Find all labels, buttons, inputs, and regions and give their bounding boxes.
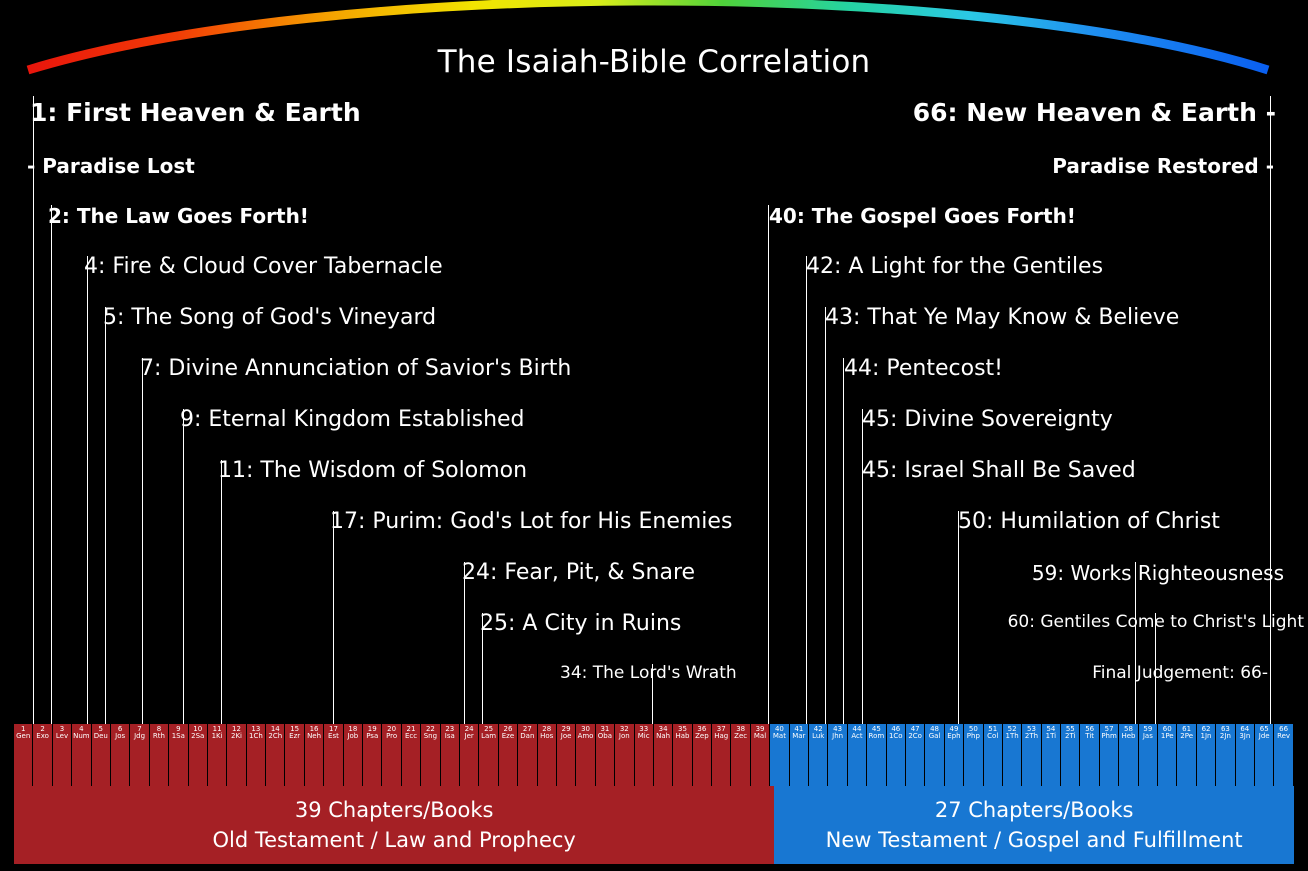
- book-number: 19: [367, 725, 377, 733]
- book-cell[interactable]: [693, 724, 712, 786]
- book-abbreviation: 2Sa: [191, 732, 205, 740]
- book-number: 10: [193, 725, 203, 733]
- book-abbreviation: Luk: [812, 732, 825, 740]
- book-abbreviation: Oba: [597, 732, 613, 740]
- book-cell[interactable]: [828, 724, 847, 786]
- book-abbreviation: 1Sa: [171, 732, 185, 740]
- book-abbreviation: Gen: [16, 732, 31, 740]
- book-number: 56: [1085, 725, 1095, 733]
- book-abbreviation: Mal: [753, 732, 767, 740]
- book-cell[interactable]: [1274, 724, 1293, 786]
- book-abbreviation: Phm: [1101, 732, 1117, 740]
- book-cell[interactable]: [53, 724, 72, 786]
- book-number: 38: [736, 725, 746, 733]
- book-abbreviation: Job: [347, 732, 359, 740]
- book-number: 9: [176, 725, 181, 733]
- book-abbreviation: Rev: [1277, 732, 1291, 740]
- book-number: 16: [309, 725, 319, 733]
- book-abbreviation: 2Ti: [1065, 732, 1076, 740]
- book-abbreviation: Eph: [947, 732, 961, 740]
- label-left-34: 34: The Lord's Wrath: [560, 663, 737, 683]
- label-left-5: 5: The Song of God's Vineyard: [103, 305, 437, 330]
- book-cell[interactable]: [421, 724, 440, 786]
- label-left-1: 1: First Heaven & Earth: [30, 98, 361, 127]
- book-cell[interactable]: [596, 724, 615, 786]
- leader-line-left-5: [105, 307, 106, 736]
- book-cell[interactable]: [72, 724, 91, 786]
- leader-line-right-42: [806, 256, 807, 736]
- book-number: 50: [968, 725, 978, 733]
- leader-line-left-9: [183, 409, 184, 736]
- label-right-para: Paradise Restored -: [1052, 154, 1274, 178]
- book-cell[interactable]: [1139, 724, 1158, 786]
- new-testament-bar: [774, 786, 1294, 864]
- book-number: 18: [348, 725, 358, 733]
- label-right-45b: 45: Israel Shall Be Saved: [862, 458, 1136, 483]
- book-number: 27: [522, 725, 532, 733]
- book-cell[interactable]: [712, 724, 731, 786]
- book-number: 28: [542, 725, 552, 733]
- page-title: The Isaiah-Bible Correlation: [437, 44, 871, 80]
- book-cell[interactable]: [615, 724, 634, 786]
- label-left-9: 9: Eternal Kingdom Established: [180, 407, 525, 432]
- book-cell[interactable]: [402, 724, 421, 786]
- book-cell[interactable]: [208, 724, 227, 786]
- book-abbreviation: Neh: [307, 732, 322, 740]
- book-number: 52: [1007, 725, 1017, 733]
- book-number: 32: [619, 725, 629, 733]
- book-cell[interactable]: [576, 724, 595, 786]
- book-number: 59: [1143, 725, 1153, 733]
- label-right-66: 66: New Heaven & Earth -: [912, 98, 1276, 127]
- book-cell[interactable]: [809, 724, 828, 786]
- book-abbreviation: 1Th: [1005, 732, 1019, 740]
- book-abbreviation: Num: [73, 732, 90, 740]
- book-abbreviation: Col: [987, 732, 999, 740]
- leader-line-right-43: [825, 307, 826, 736]
- book-number: 7: [137, 725, 142, 733]
- book-cell[interactable]: [363, 724, 382, 786]
- book-cell[interactable]: [14, 724, 33, 786]
- book-cell[interactable]: [285, 724, 304, 786]
- book-number: 35: [678, 725, 687, 733]
- book-cell[interactable]: [867, 724, 886, 786]
- book-number: 11: [212, 725, 222, 733]
- leader-line-left-24: [464, 562, 465, 736]
- label-left-11: 11: The Wisdom of Solomon: [218, 458, 528, 483]
- book-number: 60: [1162, 725, 1172, 733]
- book-cell[interactable]: [557, 724, 576, 786]
- book-abbreviation: Zec: [734, 732, 748, 740]
- book-number: 45: [871, 725, 881, 733]
- book-cell[interactable]: [441, 724, 460, 786]
- label-left-25: 25: A City in Ruins: [480, 611, 682, 636]
- label-right-final: Final Judgement: 66-: [1092, 663, 1268, 683]
- book-number: 14: [270, 725, 280, 733]
- book-number: 44: [852, 725, 862, 733]
- book-number: 57: [1104, 725, 1114, 733]
- book-cell[interactable]: [169, 724, 188, 786]
- book-abbreviation: 1Ch: [248, 732, 263, 740]
- leader-line-left-4: [87, 256, 88, 736]
- bible-books-strip: [14, 724, 1294, 786]
- book-cell[interactable]: [1119, 724, 1138, 786]
- ot-count-label: 39 Chapters/Books: [294, 798, 494, 822]
- book-number: 33: [639, 725, 649, 733]
- leader-line-left-2: [51, 205, 52, 736]
- book-number: 40: [774, 725, 784, 733]
- leader-line-right-44: [843, 358, 844, 736]
- book-abbreviation: 2Jn: [1219, 732, 1231, 740]
- book-abbreviation: 1Pe: [1160, 732, 1174, 740]
- book-abbreviation: Nah: [656, 732, 671, 740]
- label-left-2: - Paradise Lost: [27, 154, 195, 178]
- book-abbreviation: Lam: [481, 732, 497, 740]
- label-right-43: 43: That Ye May Know & Believe: [825, 305, 1180, 330]
- book-abbreviation: Tit: [1085, 732, 1095, 740]
- book-cell[interactable]: [770, 724, 789, 786]
- book-cell[interactable]: [945, 724, 964, 786]
- book-number: 46: [891, 725, 901, 733]
- label-left-17: 17: Purim: God's Lot for His Enemies: [330, 509, 733, 534]
- book-abbreviation: 1Co: [888, 732, 903, 740]
- book-cell[interactable]: [150, 724, 169, 786]
- book-abbreviation: Gal: [928, 732, 941, 740]
- book-abbreviation: Jer: [464, 732, 474, 740]
- book-cell[interactable]: [518, 724, 537, 786]
- label-right-40: 40: The Gospel Goes Forth!: [769, 204, 1076, 228]
- book-cell[interactable]: [1216, 724, 1235, 786]
- book-number: 8: [156, 725, 162, 733]
- book-number: 49: [949, 725, 959, 733]
- book-abbreviation: Jhn: [832, 732, 844, 740]
- book-number: 43: [833, 725, 843, 733]
- label-right-50: 50: Humilation of Christ: [958, 509, 1220, 534]
- book-cell[interactable]: [227, 724, 246, 786]
- book-number: 26: [503, 725, 513, 733]
- book-cell[interactable]: [324, 724, 343, 786]
- book-abbreviation: Act: [851, 732, 863, 740]
- leader-line-left-11: [221, 460, 222, 736]
- book-abbreviation: 1Jn: [1200, 732, 1212, 740]
- book-cell[interactable]: [673, 724, 692, 786]
- book-number: 24: [464, 725, 474, 733]
- book-cell[interactable]: [305, 724, 324, 786]
- label-right-44: 44: Pentecost!: [844, 356, 1003, 381]
- book-cell[interactable]: [460, 724, 479, 786]
- old-testament-bar: [14, 786, 774, 864]
- book-cell[interactable]: [247, 724, 266, 786]
- testament-summary-bars: [14, 786, 1294, 864]
- book-number: 34: [658, 725, 668, 733]
- book-cell[interactable]: [964, 724, 983, 786]
- label-left-4: 4: Fire & Cloud Cover Tabernacle: [84, 254, 443, 279]
- book-cell[interactable]: [906, 724, 925, 786]
- book-abbreviation: Php: [966, 732, 980, 740]
- book-number: 62: [1201, 725, 1211, 733]
- book-abbreviation: Deu: [93, 732, 108, 740]
- book-number: 64: [1240, 725, 1250, 733]
- book-cell[interactable]: [92, 724, 111, 786]
- book-cell[interactable]: [984, 724, 1003, 786]
- book-abbreviation: Psa: [366, 732, 379, 740]
- book-abbreviation: Ezr: [289, 732, 301, 740]
- label-left-7: 7: Divine Annunciation of Savior's Birth: [140, 356, 572, 381]
- book-number: 21: [406, 725, 416, 733]
- book-number: 54: [1046, 725, 1056, 733]
- book-cell[interactable]: [790, 724, 809, 786]
- book-cell[interactable]: [1080, 724, 1099, 786]
- book-cell[interactable]: [731, 724, 750, 786]
- book-abbreviation: Jdg: [134, 732, 146, 740]
- book-abbreviation: Est: [328, 732, 339, 740]
- label-right-42: 42: A Light for the Gentiles: [806, 254, 1104, 279]
- book-cell[interactable]: [1236, 724, 1255, 786]
- book-abbreviation: Jde: [1258, 732, 1270, 740]
- book-abbreviation: Ecc: [404, 732, 418, 740]
- book-abbreviation: Joe: [560, 732, 572, 740]
- book-abbreviation: Hab: [675, 732, 690, 740]
- book-number: 23: [445, 725, 455, 733]
- book-abbreviation: Hos: [540, 732, 554, 740]
- book-abbreviation: Jos: [115, 732, 126, 740]
- book-cell[interactable]: [189, 724, 208, 786]
- book-abbreviation: Hag: [714, 732, 729, 740]
- label-right-60: 60: Gentiles Come to Christ's Light: [1007, 612, 1304, 632]
- book-abbreviation: Rom: [868, 732, 885, 740]
- book-cell[interactable]: [887, 724, 906, 786]
- leader-line-right-40: [768, 205, 769, 736]
- label-right-59: 59: Works Righteousness: [1031, 561, 1284, 585]
- book-cell[interactable]: [1042, 724, 1061, 786]
- book-number: 29: [561, 725, 571, 733]
- book-number: 5: [98, 725, 103, 733]
- book-cell[interactable]: [344, 724, 363, 786]
- book-cell[interactable]: [479, 724, 498, 786]
- book-number: 65: [1259, 725, 1269, 733]
- book-number: 36: [697, 725, 707, 733]
- book-number: 6: [117, 725, 123, 733]
- book-abbreviation: 1Ki: [211, 732, 223, 740]
- book-abbreviation: Eze: [501, 732, 515, 740]
- book-abbreviation: Mat: [772, 732, 786, 740]
- book-abbreviation: Sng: [423, 732, 438, 740]
- book-number: 63: [1220, 725, 1230, 733]
- book-abbreviation: Rth: [152, 732, 165, 740]
- book-cell[interactable]: [538, 724, 557, 786]
- book-number: 22: [425, 725, 435, 733]
- book-number: 37: [716, 725, 726, 733]
- book-cell[interactable]: [266, 724, 285, 786]
- book-number: 47: [910, 725, 920, 733]
- book-abbreviation: 2Ch: [268, 732, 283, 740]
- book-number: 31: [600, 725, 610, 733]
- nt-count-label: 27 Chapters/Books: [934, 798, 1134, 822]
- leader-line-left-17: [333, 511, 334, 736]
- label-left-24: 24: Fear, Pit, & Snare: [462, 560, 696, 585]
- book-cell[interactable]: [1003, 724, 1022, 786]
- book-number: 53: [1027, 725, 1036, 733]
- book-abbreviation: 2Pe: [1180, 732, 1193, 740]
- book-cell[interactable]: [751, 724, 770, 786]
- book-cell[interactable]: [499, 724, 518, 786]
- leader-line-left-1: [33, 96, 34, 736]
- book-cell[interactable]: [848, 724, 867, 786]
- book-number: 58: [1124, 725, 1133, 733]
- book-number: 1: [20, 725, 26, 733]
- book-cell[interactable]: [925, 724, 944, 786]
- book-cell[interactable]: [130, 724, 149, 786]
- book-number: 42: [813, 725, 823, 733]
- book-abbreviation: Jon: [618, 732, 630, 740]
- book-abbreviation: Exo: [36, 732, 49, 740]
- book-number: 41: [794, 725, 804, 733]
- book-number: 20: [387, 725, 397, 733]
- book-abbreviation: Mar: [792, 732, 806, 740]
- leader-line-left-7: [142, 358, 143, 736]
- book-abbreviation: Pro: [386, 732, 398, 740]
- book-cell[interactable]: [1100, 724, 1119, 786]
- leader-line-right-59: [1135, 562, 1136, 736]
- book-abbreviation: Lev: [55, 732, 69, 740]
- book-number: 48: [930, 725, 940, 733]
- book-cell[interactable]: [382, 724, 401, 786]
- book-abbreviation: 1Ti: [1045, 732, 1057, 740]
- book-cell[interactable]: [33, 724, 52, 786]
- book-abbreviation: 2Th: [1024, 732, 1039, 740]
- book-abbreviation: Dan: [520, 732, 535, 740]
- nt-caption-label: New Testament / Gospel and Fulfillment: [825, 828, 1243, 852]
- book-number: 66: [1279, 725, 1289, 733]
- book-cell[interactable]: [654, 724, 673, 786]
- book-number: 3: [59, 725, 65, 733]
- book-number: 13: [251, 725, 261, 733]
- book-cell[interactable]: [1177, 724, 1196, 786]
- book-number: 2: [40, 725, 45, 733]
- book-cell[interactable]: [1061, 724, 1080, 786]
- leader-line-right-50: [958, 511, 959, 736]
- book-abbreviation: 3Jn: [1239, 732, 1251, 740]
- leader-line-right-66: [1270, 96, 1271, 736]
- book-number: 61: [1182, 725, 1192, 733]
- book-cell[interactable]: [1255, 724, 1274, 786]
- book-abbreviation: Zep: [695, 732, 709, 740]
- book-abbreviation: Isa: [444, 732, 455, 740]
- book-number: 39: [755, 725, 765, 733]
- leader-line-right-45b: [862, 460, 863, 736]
- ot-caption-label: Old Testament / Law and Prophecy: [212, 828, 576, 852]
- book-cell[interactable]: [1197, 724, 1216, 786]
- label-right-45a: 45: Divine Sovereignty: [862, 407, 1113, 432]
- book-abbreviation: Mic: [637, 732, 650, 740]
- book-number: 25: [484, 725, 494, 733]
- book-abbreviation: 2Co: [908, 732, 922, 740]
- book-number: 51: [988, 725, 998, 733]
- book-cell[interactable]: [1022, 724, 1041, 786]
- book-abbreviation: Jas: [1142, 732, 1153, 740]
- book-number: 12: [232, 725, 241, 733]
- book-abbreviation: 2Ki: [230, 732, 242, 740]
- book-cell[interactable]: [1158, 724, 1177, 786]
- book-number: 30: [581, 725, 590, 733]
- book-number: 55: [1065, 725, 1075, 733]
- book-abbreviation: Heb: [1121, 732, 1136, 740]
- book-cell[interactable]: [111, 724, 130, 786]
- book-number: 15: [290, 725, 300, 733]
- book-number: 4: [79, 725, 84, 733]
- label-left-3: 2: The Law Goes Forth!: [48, 204, 309, 228]
- book-abbreviation: Amo: [577, 732, 594, 740]
- book-cell[interactable]: [635, 724, 654, 786]
- book-number: 17: [328, 725, 338, 733]
